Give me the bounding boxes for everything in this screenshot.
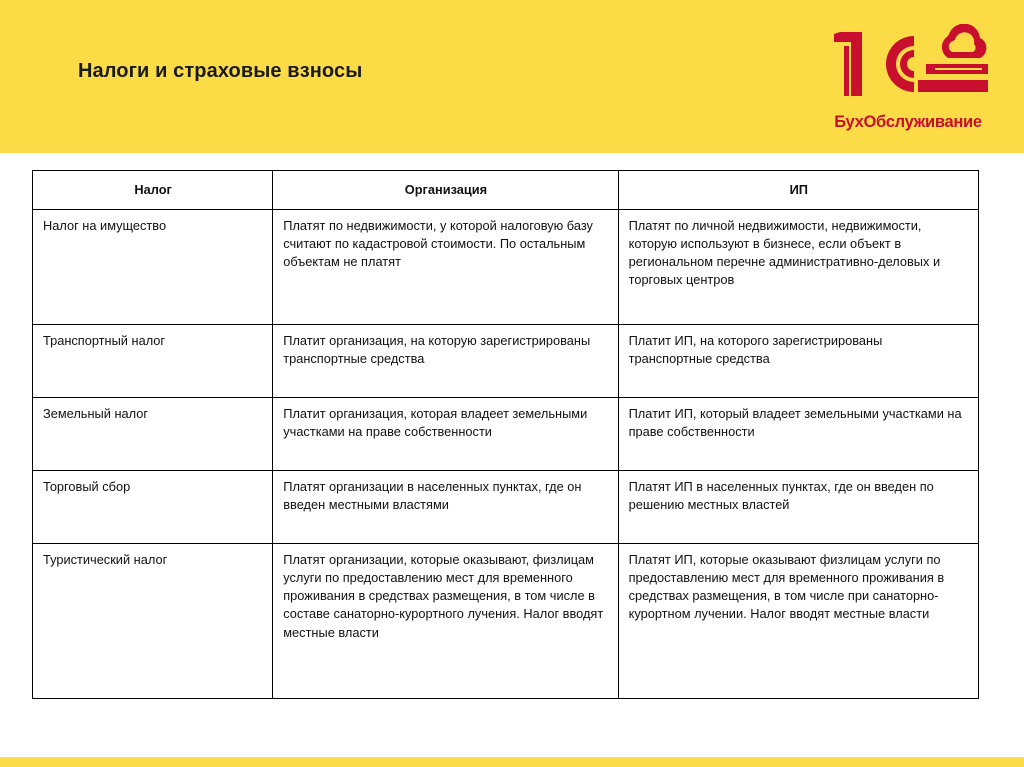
cell-tax-name: Туристический налог — [33, 544, 273, 699]
cell-ip: Платят ИП, которые оказывают физлицам услуги по предоставлению мест для временного проживания в средствах размещения, в том числе при санаторно-курортном лучении. Налог вводят местные власти — [618, 544, 978, 699]
cell-tax-name: Земельный налог — [33, 398, 273, 471]
logo-wordmark: БухОбслуживание — [834, 113, 982, 131]
tax-comparison-table — [32, 170, 979, 699]
1c-logo-icon — [822, 24, 994, 102]
table-row — [33, 471, 979, 544]
cell-ip: Платят ИП в населенных пунктах, где он введен по решению местных властей — [618, 471, 978, 544]
slide-footer-band — [0, 757, 1024, 767]
cell-organization: Платит организация, которая владеет земельными участками на праве собственности — [273, 398, 618, 471]
table-row — [33, 544, 979, 699]
cell-tax-name: Торговый сбор — [33, 471, 273, 544]
cell-tax-name: Транспортный налог — [33, 325, 273, 398]
page-title: Налоги и страховые взносы — [78, 60, 363, 82]
cell-organization: Платят организации, которые оказывают, физлицам услуги по предоставлению мест для временного проживания в средствах размещения, в том числе в составе санаторно-курортного лучения. Налог вводят местные власти — [273, 544, 618, 699]
cell-tax-name: Налог на имущество — [33, 210, 273, 325]
cell-ip: Платят по личной недвижимости, недвижимости, которую используют в бизнесе, если объект в региональном перечне административно-деловых и торговых центров — [618, 210, 978, 325]
cell-organization: Платят по недвижимости, у которой налоговую базу считают по кадастровой стоимости. По остальным объектам не платят — [273, 210, 618, 325]
column-header-ip: ИП — [618, 171, 978, 210]
table-row — [33, 325, 979, 398]
cell-organization: Платят организации в населенных пунктах, где он введен местными властями — [273, 471, 618, 544]
cell-ip: Платит ИП, который владеет земельными участками на праве собственности — [618, 398, 978, 471]
column-header-tax: Налог — [33, 171, 273, 210]
table-row — [33, 210, 979, 325]
cell-ip: Платит ИП, на которого зарегистрированы транспортные средства — [618, 325, 978, 398]
table-row — [33, 398, 979, 471]
cell-organization: Платит организация, на которую зарегистрированы транспортные средства — [273, 325, 618, 398]
tax-comparison-table-wrapper — [32, 170, 979, 699]
column-header-organization: Организация — [273, 171, 618, 210]
slide-header-band — [0, 0, 1024, 153]
table-header-row — [33, 171, 979, 210]
company-logo — [822, 24, 994, 132]
